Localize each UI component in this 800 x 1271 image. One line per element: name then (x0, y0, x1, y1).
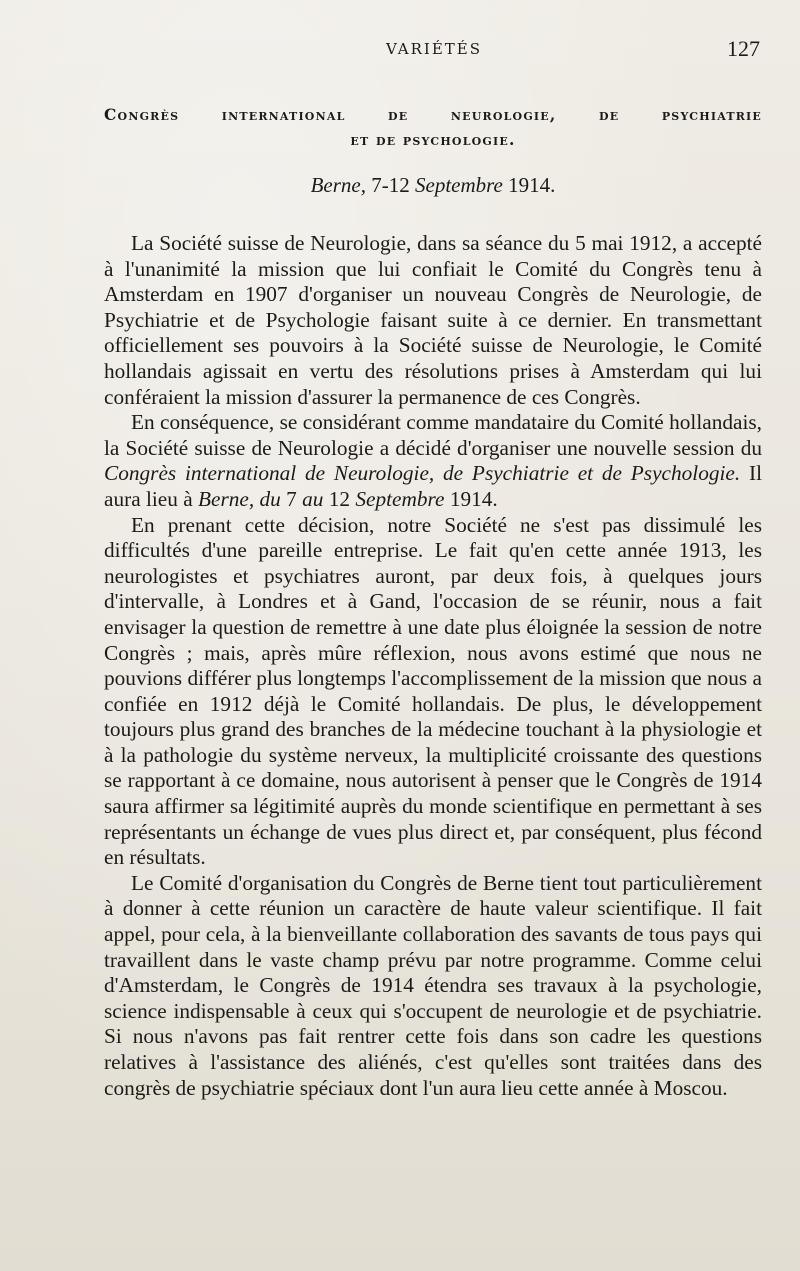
dateline-dates: 7-12 (371, 173, 410, 197)
dateline-year: 1914. (508, 173, 556, 197)
dateline (104, 173, 762, 198)
paragraph-4: Le Comité d'organisation du Congrès de Berne tient tout particulièrement à donner à cette réunion un caractère de haute valeur scientifique. Il fait appel, pour cela, à la bienveillante collaboration des savants de tous pays qui travaillent dans le vaste champ prévu par notre programme. Comme celui d'Amsterdam, le Congrès de 1914 étendra ses travaux à la psychologie, science indispensable à ceux qui s'occupent de neurologie et de psychiatrie. Si nous n'avons pas fait rentrer cette fois dans son cadre les questions relatives à l'assistance des aliénés, c'est qu'elles sont traitées dans des congrès de psychiatrie spéciaux dont l'un aura lieu cette année à Moscou. (104, 870, 762, 1100)
article-body (104, 231, 762, 1101)
article-heading (104, 102, 762, 152)
heading-line-2: et de psychologie. (350, 130, 516, 149)
congress-day-1: 7 (286, 486, 297, 511)
congress-year: 1914. (449, 486, 498, 511)
congress-name: Congrès international de Neurologie, de Psychiatrie et de Psychologie. (104, 461, 741, 486)
page-number: 127 (727, 36, 760, 61)
dateline-place: Berne, (310, 173, 367, 197)
congress-day-2: 12 (328, 486, 351, 511)
heading-line-1: Congrès international de neurologie, de psychiatrie (104, 105, 762, 124)
paragraph-2 (104, 410, 762, 512)
congress-month: Septembre (355, 486, 445, 511)
running-title: VARIÉTÉS (385, 40, 483, 58)
running-head (108, 36, 760, 66)
paragraph-3: En prenant cette décision, notre Société ne s'est pas dissimulé les difficultés d'une pareille entreprise. Le fait qu'en cette année 1913, les neurologistes et psychiatres auront, par deux fois, à quelques jours d'intervalle, à Londres et à Gand, l'occasion de se réunir, nous a fait envisager la question de remettre à une date plus éloignée la session de notre Congrès ; mais, après mûre réflexion, nous avons estimé que nous ne pouvions différer plus longtemps l'accomplissement de la mission que nous a confiée en 1912 déjà le Comité hollandais. De plus, le développement toujours plus grand des branches de la médecine touchant à la physiologie et à la pathologie du système nerveux, la multiplicité croissante des questions se rapportant à ce domaine, nous autorisent à penser que le Congrès de 1914 saura affirmer sa légitimité auprès du monde scientifique en permettant à ses représentants un échange de vues plus direct et, par conséquent, plus fécond en résultats. (104, 512, 762, 870)
dateline-month: Septembre (415, 173, 503, 197)
paragraph-2-start: En conséquence, se considérant comme mandataire du Comité hollandais, la Société suisse de Neurologie a décidé d'organiser une nouvelle session du (104, 410, 762, 460)
congress-au: au (302, 486, 324, 511)
congress-place: Berne, du (198, 486, 281, 511)
paragraph-2-mid: Il aura lieu à (104, 461, 762, 511)
paragraph-1: La Société suisse de Neurologie, dans sa séance du 5 mai 1912, a accepté à l'unanimité la mission que lui confiait le Comité du Congrès tenu à Amsterdam en 1907 d'organiser un nouveau Congrès de Neurologie, de Psychiatrie et de Psychologie faisant suite à ce dernier. En transmettant officiellement ses pouvoirs à la Société suisse de Neurologie, le Comité hollandais agissait en vertu des résolutions prises à Amsterdam qui lui conféraient la mission d'assurer la permanence de ces Congrès. (104, 231, 762, 409)
